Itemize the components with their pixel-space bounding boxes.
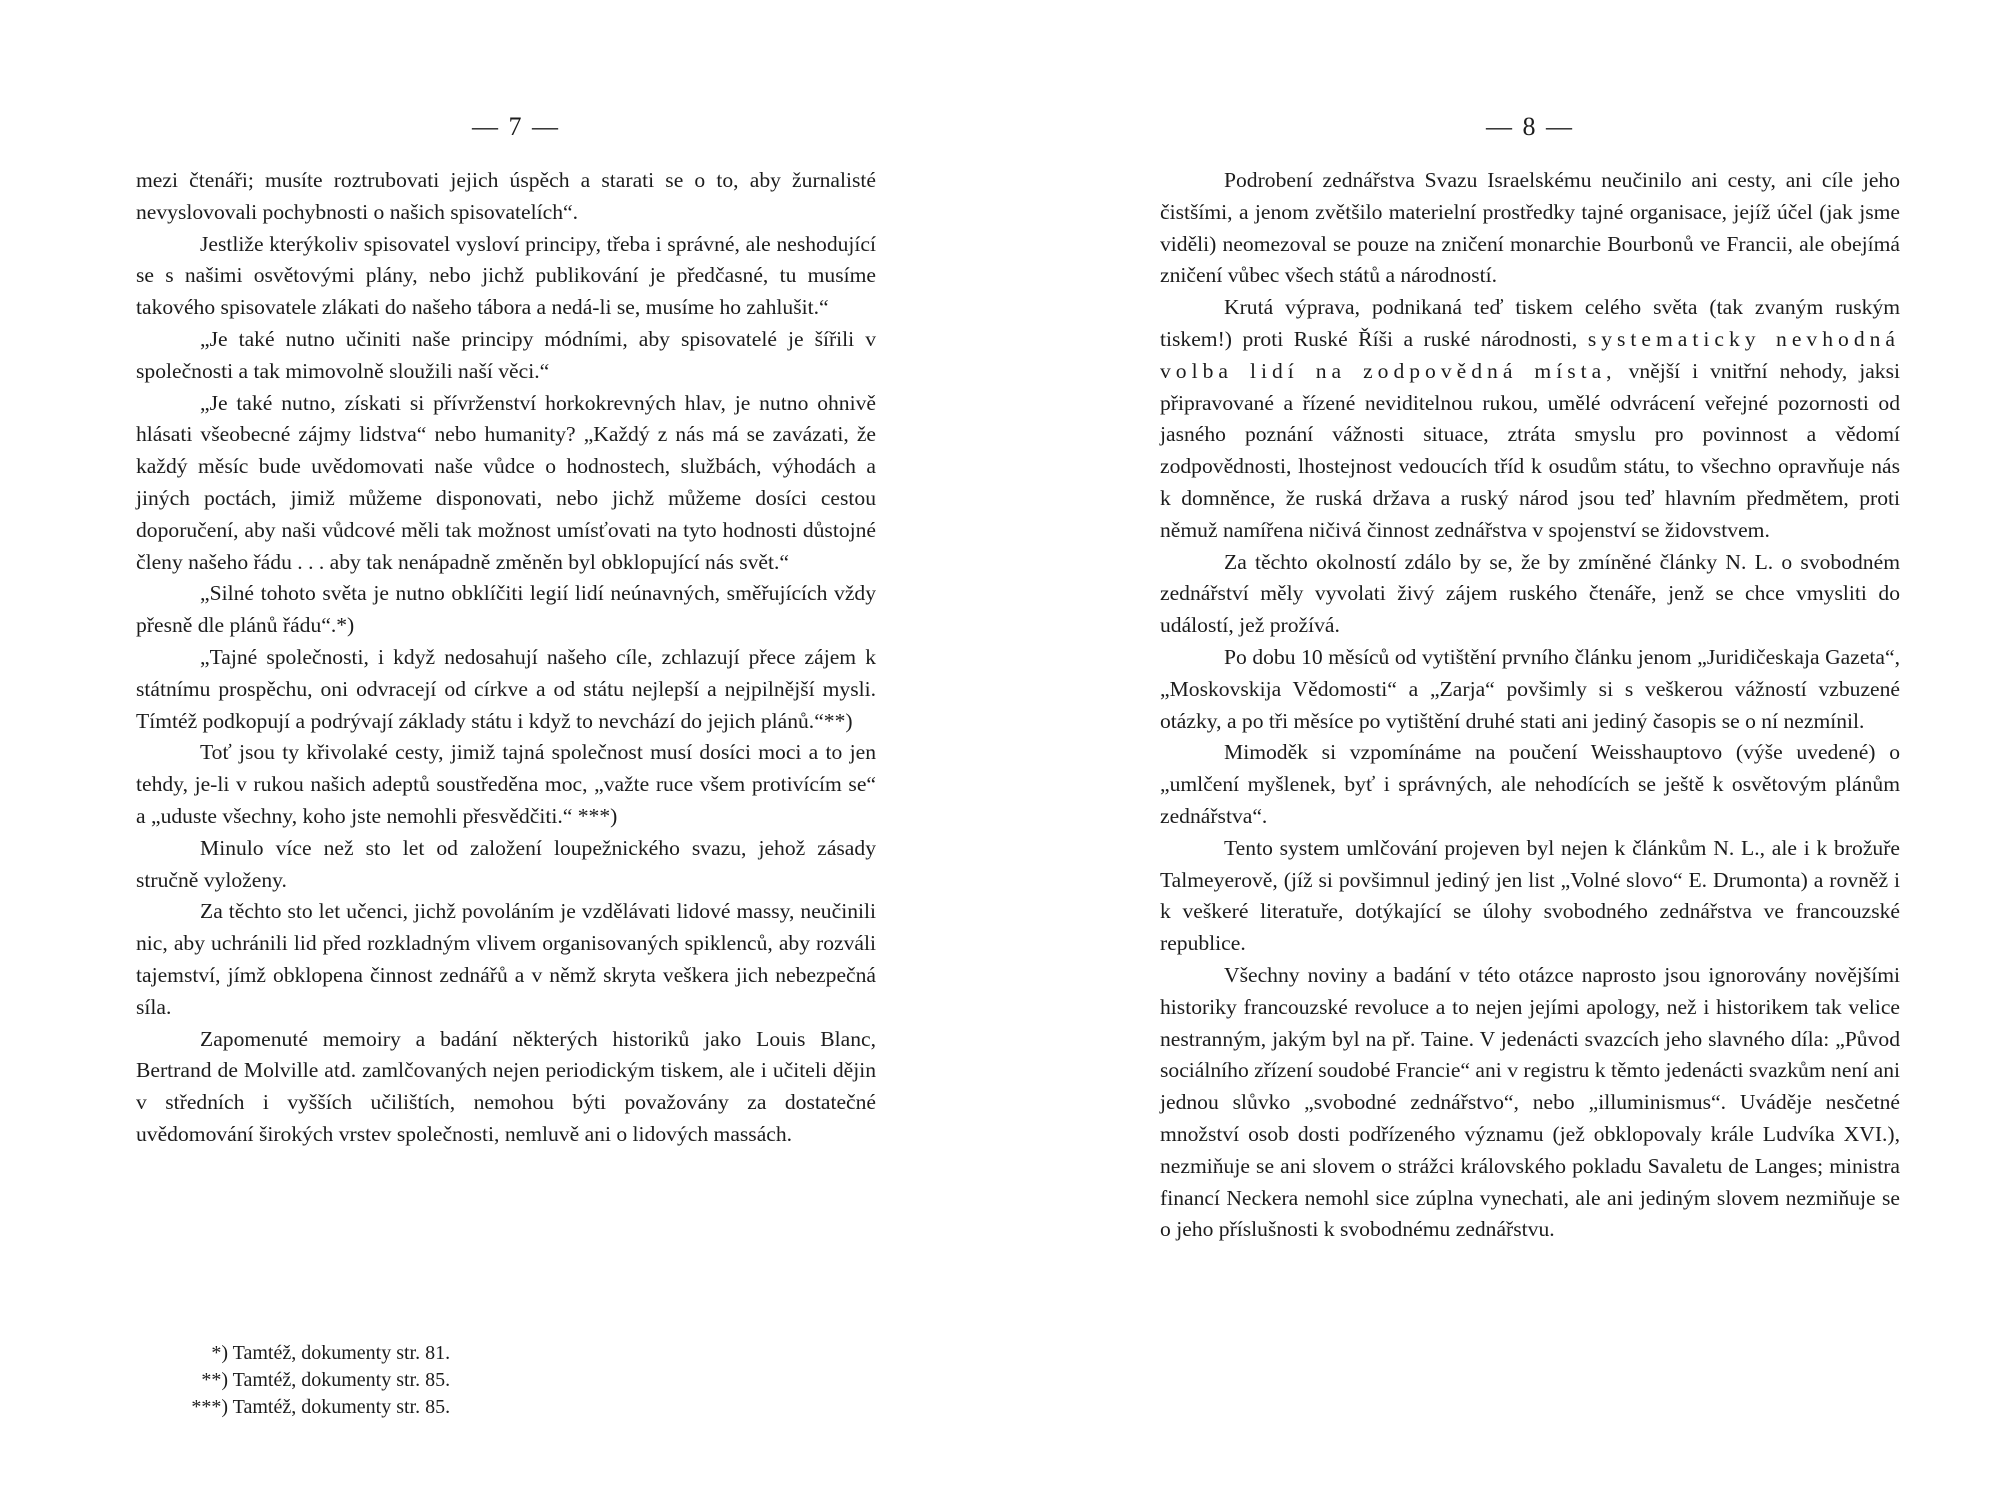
right-page-text [1160, 165, 1900, 1246]
paragraph: Podrobení zednářstva Svazu Israelskému neučinilo ani cesty, ani cíle jeho čistšími, a jenom zvětšilo materielní prostředky tajné organisace, jejíž účel (jak jsme viděli) neomezoval se pouze na zničení monarchie Bourbonů ve Francii, ale obejímá zničení vůbec všech států a národností. [1160, 168, 1900, 288]
paragraph-end: vnější i vnitřní nehody, jaksi připravované a řízené neviditelnou rukou, umělé odvrácení veřejné pozornosti od jasného poznání vážnosti situace, ztráta smyslu pro povinnost a vědomí zodpovědnosti, lhostejnost vedoucích tříd k osudům státu, to všechno opravňuje nás k domněnce, že ruská država a ruský národ jsou teď hlavním předmětem, proti němuž namířena ničivá činnost zednářstva v spojenství se židovstvem. [1160, 358, 1900, 542]
page-number-7: — 7 — [472, 112, 560, 141]
paragraph: „Je také nutno učiniti naše principy módními, aby spisovatelé je šířili v společnosti a tak mimovolně sloužili naší věci.“ [136, 326, 876, 383]
footnote [176, 1367, 576, 1394]
footnote-mark: ***) [191, 1396, 228, 1418]
footnote-mark: *) [211, 1342, 228, 1364]
paragraph: „Tajné společnosti, i když nedosahují našeho cíle, zchlazují přece zájem k státnímu prospěchu, oni odvracejí od církve a od státu nejlepší a nejpilnější mysli. Tímtéž podkopují a podrývají základy státu i když to nevchází do jejich plánů.“**) [136, 644, 876, 733]
footnotes [176, 1340, 576, 1421]
footnote-text: Tamtéž, dokumenty str. 85. [232, 1396, 451, 1418]
footnote [176, 1394, 576, 1421]
paragraph: Tento system umlčování projeven byl nejen k článkům N. L., ale i k brožuře Talmeyerově, (jíž si povšimnul jediný jen list „Volné slovo“ E. Drumonta) a rovněž i k veškeré literatuře, dotýkající se úlohy svobodného zednářstva ve francouzské republice. [1160, 835, 1900, 956]
paragraph: „Je také nutno, získati si přívrženství horkokrevných hlav, je nutno ohnivě hlásati všeobecné zájmy lidstva“ nebo humanity? „Každý z nás má se zavázati, že každý měsíc bude uvědomovati naše vůdce o hodnostech, službách, výhodách a jiných poctách, jimiž můžeme disponovati, nebo jichž můžeme dosíci cestou doporučení, aby naši vůdcové měli tak možnost umísťovati na tyto hodnosti důstojné členy našeho řádu . . . aby tak nenápadně změněn byl obklopující nás svět.“ [136, 390, 876, 574]
paragraph [1160, 292, 1900, 546]
paragraph: Za těchto okolností zdálo by se, že by zmíněné články N. L. o svobodném zednářství měly vyvolati živý zájem ruského čtenáře, jenž se chce vmysliti do událostí, jež prožívá. [1160, 549, 1900, 638]
page-number-8: — 8 — [1486, 112, 1574, 141]
paragraph: Za těchto sto let učenci, jichž povoláním je vzdělávati lidové massy, neučinili nic, aby uchránili lid před rozkladným vlivem organisovaných spiklenců, aby rozváli tajemství, jímž obklopena činnost zednářů a v němž skryta veškera jich nebezpečná síla. [136, 899, 876, 1019]
paragraph: mezi čtenáři; musíte roztrubovati jejich úspěch a starati se o to, aby žurnalisté nevyslovovali pochybnosti o našich spisovatelích“. [136, 168, 876, 224]
footnote [176, 1340, 576, 1367]
footnote-mark: **) [201, 1369, 228, 1391]
paragraph: Všechny noviny a badání v této otázce naprosto jsou ignorovány novějšími historiky francouzské revoluce a to nejen jejími apology, než i historikem tak velice nestranným, jakým byl na př. Taine. V jedenácti svazcích jeho slavného díla: „Původ sociálního zřízení soudobé Francie“ ani v registru k těmto jedenácti svazkům není ani jednou slůvko „svobodné zednářstvo“, nebo „illuminismus“. Uváděje nesčetné množství osob dosti podřízeného významu (jež obklopovaly krále Ludvíka XVI.), nezmiňuje se ani slovem o strážci královského pokladu Savaletu de Langes; ministra financí Neckera nemohl sice zúplna vynechati, ale ani jediným slovem nezmiňuje se o jeho příslušnosti k svobodnému zednářstvu. [1160, 962, 1900, 1242]
paragraph: Minulo více než sto let od založení loupežnického svazu, jehož zásady stručně vyloženy. [136, 835, 876, 892]
paragraph-start: Krutá výprava, podnikaná teď tiskem celého světa (tak zvaným ruským tiskem!) proti Ruské Říši a ruské národnosti, [1160, 295, 1900, 351]
paragraph: Toť jsou ty křivolaké cesty, jimiž tajná společnost musí dosíci moci a to jen tehdy, je-li v rukou našich adeptů soustředěna moc, „važte ruce všem protivícím se“ a „uduste všechny, koho jste nemohli přesvědčiti.“ ***) [136, 740, 876, 828]
paragraph: Jestliže kterýkoliv spisovatel vysloví principy, třeba i správné, ale neshodující se s našimi osvětovými plány, nebo jichž publikování je předčasné, tu musíme takového spisovatele zlákati do našeho tábora a nedá-li se, musíme ho zahlušit.“ [136, 231, 876, 320]
paragraph: Zapomenuté memoiry a badání některých historiků jako Louis Blanc, Bertrand de Molville atd. zamlčovaných nejen periodickým tiskem, ale i učiteli dějin v středních i vyšších učilištích, nemohou býti považovány za dostatečné uvědomování širokých vrstev společnosti, nemluvě ani o lidových massách. [136, 1026, 876, 1146]
footnote-text: Tamtéž, dokumenty str. 81. [232, 1342, 451, 1364]
paragraph: „Silné tohoto světa je nutno obklíčiti legií lidí neúnavných, směřujících vždy přesně dle plánů řádu“.*) [136, 581, 876, 638]
spaced-emphasis: systematicky nevhodná volba lidí na zodpovědná místa, [1160, 326, 1901, 383]
left-page-text [136, 165, 876, 1151]
paragraph: Mimoděk si vzpomínáme na poučení Weisshauptovo (výše uvedené) o „umlčení myšlenek, byť i správných, ale nehodících se ještě k osvětovým plánům zednářstva“. [1160, 740, 1900, 828]
footnote-text: Tamtéž, dokumenty str. 85. [232, 1369, 451, 1391]
paragraph: Po dobu 10 měsíců od vytištění prvního článku jenom „Juridičeskaja Gazeta“, „Moskovskija Vědomosti“ a „Zarja“ povšimly si s veškerou vážností vzbuzené otázky, a po tři měsíce po vytištění druhé stati ani jediný časopis se o ní nezmínil. [1160, 644, 1900, 733]
